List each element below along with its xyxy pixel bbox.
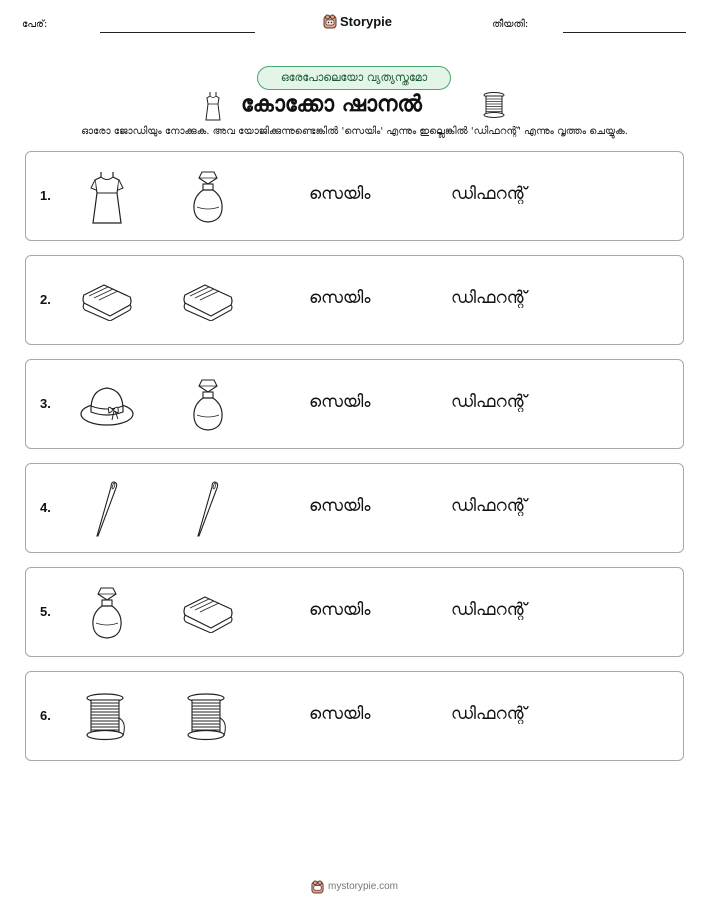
instructions: ഓരോ ജോഡിയും നോക്കുക. അവ യോജിക്കുന്നുണ്ടെങ്കിൽ 'സെയിം' എന്നും ഇല്ലെങ്കിൽ 'ഡിഫറന്റ്' എന്നും വൃത്തം ചെയ്യുക. (81, 126, 628, 137)
different-option[interactable]: ഡിഫറന്റ് (451, 288, 527, 308)
same-option[interactable]: സെയിം (309, 600, 371, 620)
different-option[interactable]: ഡിഫറന്റ് (451, 496, 527, 516)
page-footer (0, 879, 709, 894)
thread-spool-icon (78, 688, 136, 746)
different-option[interactable]: ഡിഫറന്റ് (451, 600, 527, 620)
dress-icon (78, 168, 136, 226)
date-label: തീയതി: (492, 19, 529, 30)
page-title: കോക്കോ ഷാനൽ (241, 92, 422, 117)
page-header (0, 0, 709, 50)
question-row (25, 671, 684, 761)
storypie-logo-icon (311, 879, 324, 894)
same-option[interactable]: സെയിം (309, 392, 371, 412)
same-option[interactable]: സെയിം (309, 184, 371, 204)
topic-badge: ഒരേപോലെയോ വ്യത്യസ്തമോ (257, 66, 451, 90)
brand-name: Storypie (340, 13, 393, 29)
footer-url[interactable]: mystorypie.com (327, 881, 398, 892)
folded-fabric-icon (179, 584, 237, 642)
perfume-bottle-icon (179, 376, 237, 434)
question-number: 6. (40, 708, 51, 723)
question-number: 3. (40, 396, 51, 411)
needle-icon (78, 480, 136, 538)
question-row (25, 359, 684, 449)
different-option[interactable]: ഡിഫറന്റ് (451, 184, 527, 204)
brand-logo (323, 13, 392, 29)
dress-icon (203, 91, 223, 125)
needle-icon (179, 480, 237, 538)
question-row (25, 567, 684, 657)
same-option[interactable]: സെയിം (309, 496, 371, 516)
thread-spool-icon (482, 92, 506, 122)
folded-fabric-icon (78, 272, 136, 330)
question-row (25, 151, 684, 241)
perfume-bottle-icon (179, 168, 237, 226)
same-option[interactable]: സെയിം (309, 704, 371, 724)
name-field[interactable] (100, 32, 255, 33)
perfume-bottle-icon (78, 584, 136, 642)
question-number: 5. (40, 604, 51, 619)
hat-icon (78, 376, 136, 434)
question-number: 2. (40, 292, 51, 307)
question-row (25, 255, 684, 345)
different-option[interactable]: ഡിഫറന്റ് (451, 704, 527, 724)
question-number: 1. (40, 188, 51, 203)
question-number: 4. (40, 500, 51, 515)
storypie-logo-icon (323, 13, 337, 29)
title-row (0, 90, 709, 122)
same-option[interactable]: സെയിം (309, 288, 371, 308)
name-label: പേര്: (22, 19, 48, 30)
different-option[interactable]: ഡിഫറന്റ് (451, 392, 527, 412)
folded-fabric-icon (179, 272, 237, 330)
question-row (25, 463, 684, 553)
thread-spool-icon (179, 688, 237, 746)
date-field[interactable] (563, 32, 686, 33)
